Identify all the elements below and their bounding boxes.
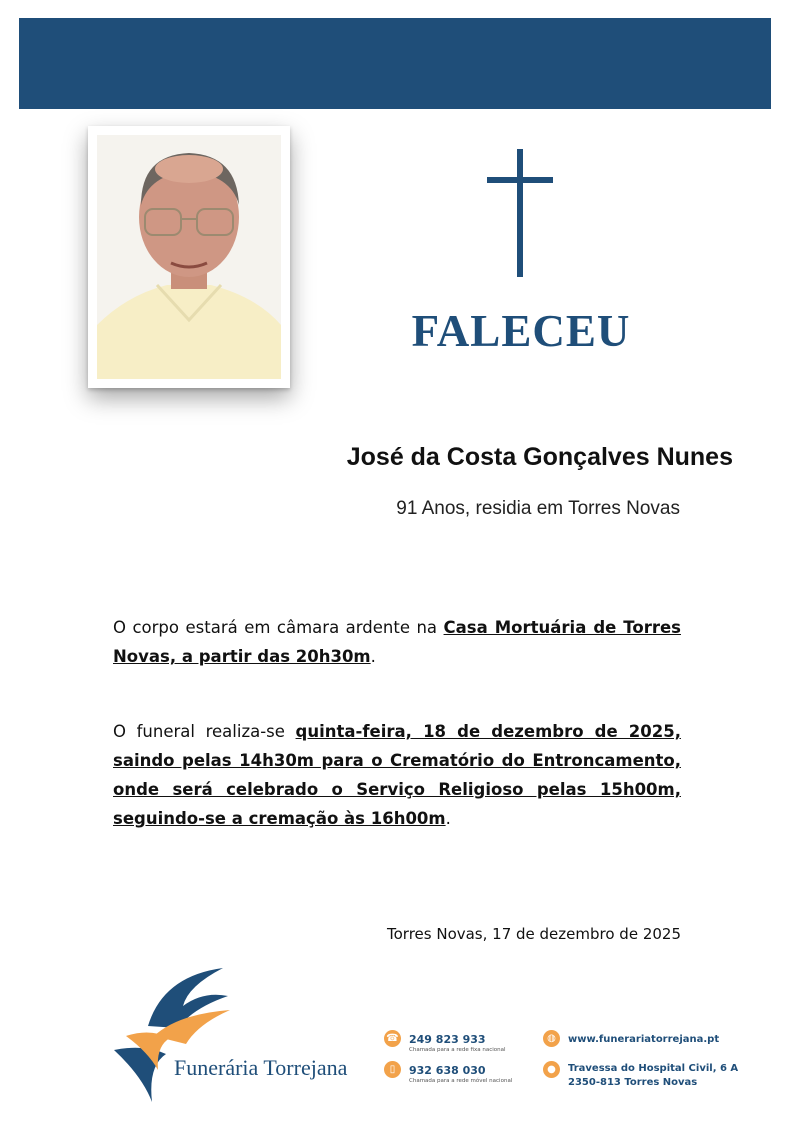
phone-number-1[interactable]: 249 823 933 [409, 1033, 486, 1046]
logo-text: Funerária Torrejana [174, 1055, 348, 1080]
place-date: Torres Novas, 17 de dezembro de 2025 [387, 925, 681, 943]
phone-icon: ☎ [384, 1030, 401, 1047]
portrait-photo [97, 135, 281, 379]
wake-paragraph: O corpo estará em câmara ardente na Casa Mortuária de Torres Novas, a partir das 20h30m. [113, 618, 681, 666]
website-link[interactable]: www.funerariatorrejana.pt [568, 1034, 720, 1045]
death-notice-heading: FALECEU [411, 306, 631, 356]
cross-icon [487, 149, 553, 277]
address-line-1: Travessa do Hospital Civil, 6 A [568, 1063, 739, 1074]
funeral-home-logo [108, 966, 348, 1106]
funeral-details: quinta-feira, 18 de dezembro de 2025, saindo pelas 14h30m para o Crematório do Entroncamento, onde será celebrado o Serviço Religioso pelas 15h00m, seguindo-se a cremação às 16h00m [113, 722, 681, 828]
header-band [19, 18, 771, 109]
funeral-paragraph: O funeral realiza-se quinta-feira, 18 de dezembro de 2025, saindo pelas 14h30m para o Crematório do Entroncamento, onde será celebrado o Serviço Religioso pelas 15h00m, seguindo-se a cremação às 16h00m. [113, 722, 681, 828]
phone-1-note: Chamada para a rede fixa nacional [409, 1047, 506, 1053]
phone-number-2[interactable]: 932 638 030 [409, 1064, 486, 1077]
address-line-2: 2350-813 Torres Novas [568, 1077, 698, 1088]
wake-location: Casa Mortuária de Torres Novas, a partir das 20h30m [113, 618, 681, 666]
deceased-name: José da Costa Gonçalves Nunes [346, 443, 733, 471]
portrait-photo-frame [88, 126, 290, 388]
globe-icon: ◍ [543, 1030, 560, 1047]
phone-2-note: Chamada para a rede móvel nacional [409, 1078, 513, 1084]
address [568, 1062, 738, 1090]
location-pin-icon: ● [543, 1061, 560, 1078]
age-residence: 91 Anos, residia em Torres Novas [396, 498, 680, 519]
mobile-icon: ▯ [384, 1061, 401, 1078]
